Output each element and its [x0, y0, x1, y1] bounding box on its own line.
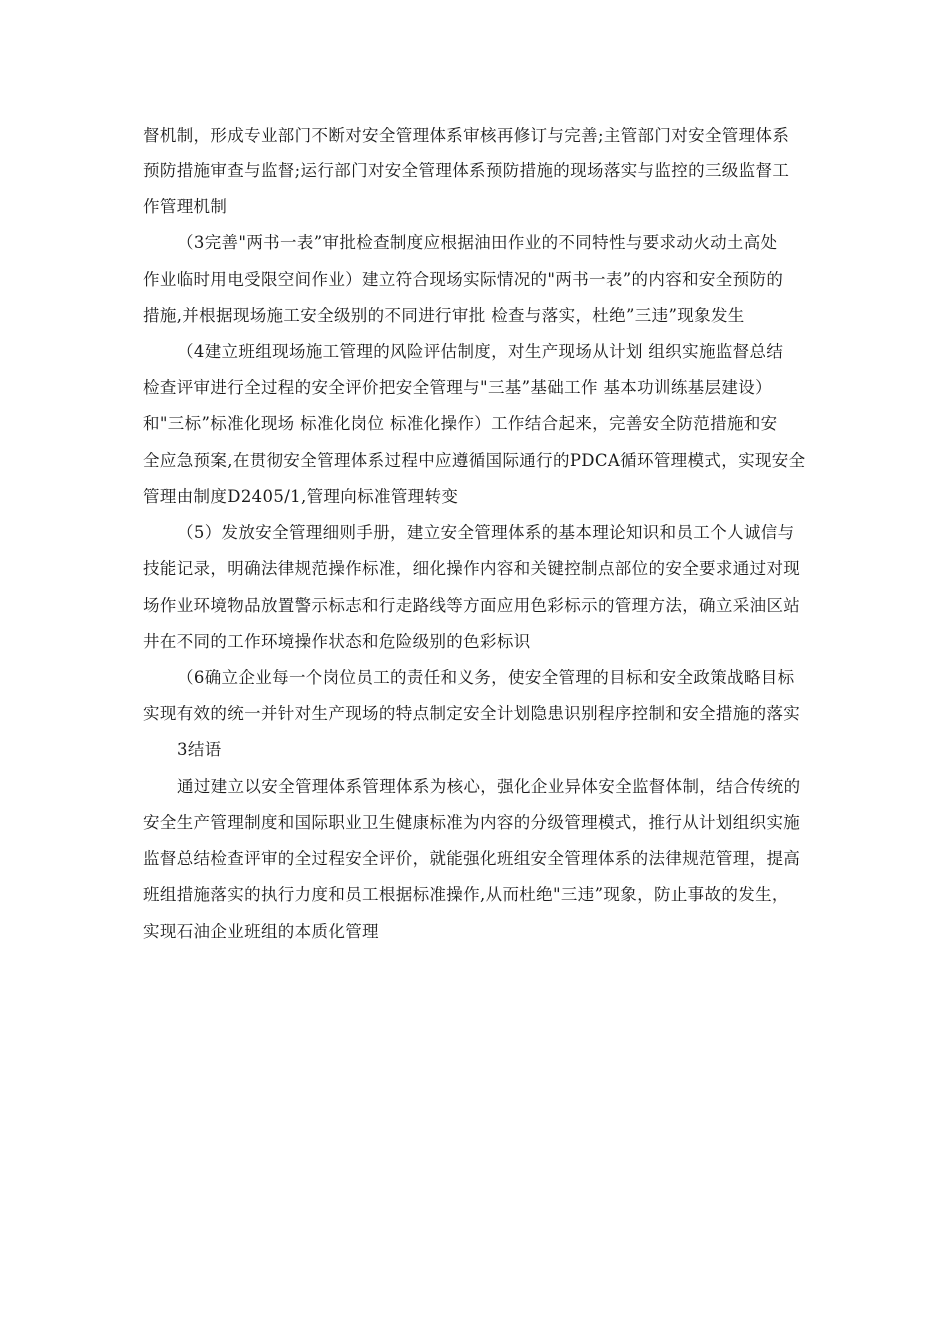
paragraph-line: 措施,并根据现场施工安全级别的不同进行审批 检查与落实，杜绝”三违”现象发生 [143, 306, 745, 325]
paragraph-line: 场作业环境物品放置警示标志和行走路线等方面应用色彩标示的管理方法，确立采油区站 [143, 596, 801, 615]
paragraph-line: 检查评审进行全过程的安全评价把安全管理与"三基”基础工作 基本功训练基层建设） [143, 378, 772, 397]
paragraph-line: 全应急预案,在贯彻安全管理体系过程中应遵循国际通行的PDCA循环管理模式，实现安全 [143, 451, 806, 470]
paragraph-line: 预防措施审查与监督;运行部门对安全管理体系预防措施的现场落实与监控的三级监督工 [143, 161, 790, 180]
section-heading: 3结语 [177, 740, 222, 759]
paragraph-line: （6确立企业每一个岗位员工的责任和义务，使安全管理的目标和安全政策战略目标 [177, 668, 795, 687]
paragraph-line: 技能记录，明确法律规范操作标准，细化操作内容和关键控制点部位的安全要求通过对现 [143, 559, 801, 578]
paragraph-line: 通过建立以安全管理体系管理体系为核心，强化企业异体安全监督体制，结合传统的 [177, 777, 801, 796]
paragraph-line: 作管理机制 [143, 197, 228, 216]
paragraph-line: 和"三标”标准化现场 标准化岗位 标准化操作）工作结合起来，完善安全防范措施和安 [143, 414, 778, 433]
paragraph-line: 督机制，形成专业部门不断对安全管理体系审核再修订与完善;主管部门对安全管理体系 [143, 126, 790, 145]
paragraph-line: （4建立班组现场施工管理的风险评估制度，对生产现场从计划 组织实施监督总结 [177, 342, 784, 361]
paragraph-line: 管理由制度D2405/1,管理向标准管理转变 [143, 487, 459, 506]
paragraph-line: 班组措施落实的执行力度和员工根据标准操作,从而杜绝"三违”现象，防止事故的发生， [143, 885, 789, 904]
paragraph-line: （3完善"两书一表”审批检查制度应根据油田作业的不同特性与要求动火动土高处 [177, 233, 778, 252]
paragraph-line: 监督总结检查评审的全过程安全评价，就能强化班组安全管理体系的法律规范管理，提高 [143, 849, 801, 868]
paragraph-line: 井在不同的工作环境操作状态和危险级别的色彩标识 [143, 632, 531, 651]
paragraph-line: 实现有效的统一并针对生产现场的特点制定安全计划隐患识别程序控制和安全措施的落实 [143, 704, 801, 723]
paragraph-line: （5）发放安全管理细则手册，建立安全管理体系的基本理论知识和员工个人诚信与 [177, 523, 795, 542]
paragraph-line: 实现石油企业班组的本质化管理 [143, 922, 379, 941]
paragraph-line: 作业临时用电受限空间作业）建立符合现场实际情况的"两书一表”的内容和安全预防的 [143, 270, 784, 289]
paragraph-line: 安全生产管理制度和国际职业卫生健康标准为内容的分级管理模式，推行从计划组织实施 [143, 813, 801, 832]
